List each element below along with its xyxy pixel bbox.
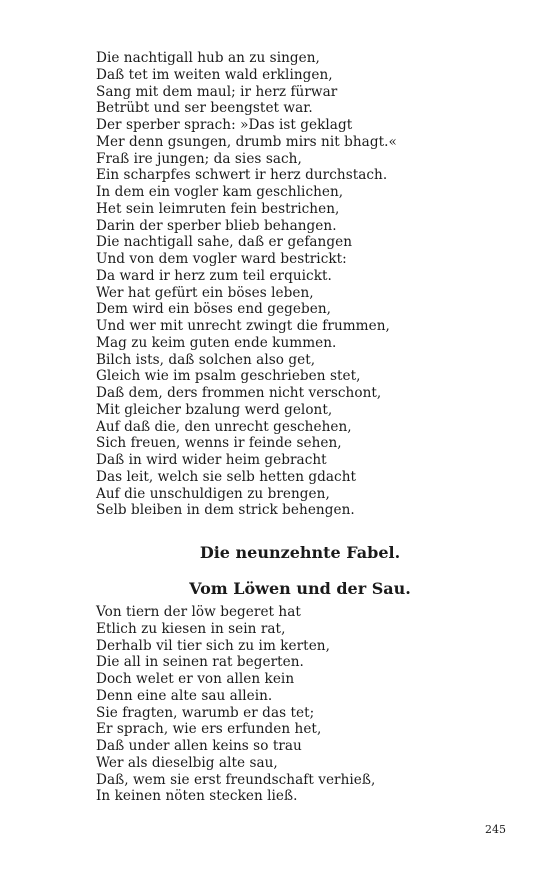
verse-line: Het sein leimruten fein bestrichen, xyxy=(96,200,340,217)
verse-line: Sie fragten, warumb er das tet; xyxy=(96,704,315,721)
verse-line: Die all in seinen rat begerten. xyxy=(96,654,304,671)
verse-line: Mit gleicher bzalung werd gelont, xyxy=(96,401,333,418)
verse-line: In keinen nöten stecken ließ. xyxy=(96,788,298,805)
verse-line: Der sperber sprach: »Das ist geklagt xyxy=(96,117,353,133)
poem-part-one xyxy=(96,50,516,519)
verse-line: Daß under allen keins so trau xyxy=(96,738,302,754)
verse-line: Doch welet er von allen kein xyxy=(96,671,295,687)
verse-line: Und von dem vogler ward bestrickt: xyxy=(96,251,347,267)
verse-line: Mer denn gsungen, drumb mirs nit bhagt.« xyxy=(96,133,397,150)
verse-line: Da ward ir herz zum teil erquickt. xyxy=(96,267,332,284)
fable-title: Die neunzehnte Fabel. xyxy=(199,543,401,562)
verse-line: Ein scharpfes schwert ir herz durchstach. xyxy=(96,167,388,184)
verse-line: Etlich zu kiesen in sein rat, xyxy=(96,620,286,637)
verse-line: Und wer mit unrecht zwingt die frummen, xyxy=(96,318,390,334)
verse-line: Sang mit dem maul; ir herz fürwar xyxy=(96,83,338,100)
verse-line: Das leit, welch sie selb hetten gdacht xyxy=(96,468,357,485)
verse-line: Fraß ire jungen; da sies sach, xyxy=(96,150,302,167)
poem-part-two xyxy=(96,604,516,805)
fable-subtitle: Vom Löwen und der Sau. xyxy=(189,579,411,598)
verse-line: Selb bleiben in dem strick behengen. xyxy=(96,502,355,519)
verse-line: Gleich wie im psalm geschrieben stet, xyxy=(96,368,361,385)
verse-line: Daß in wird wider heim gebracht xyxy=(96,452,327,468)
verse-line: Daß dem, ders frommen nicht verschont, xyxy=(96,385,382,401)
verse-line: Betrübt und ser beengstet war. xyxy=(96,100,313,117)
verse-line: Dem wird ein böses end gegeben, xyxy=(96,301,332,318)
page-number: 245 xyxy=(485,823,506,836)
verse-line: Daß, wem sie erst freundschaft verhieß, xyxy=(96,771,376,788)
verse-line: Derhalb vil tier sich zu im kerten, xyxy=(96,637,330,654)
verse-line: Die nachtigall hub an zu singen, xyxy=(96,50,320,66)
verse-line: Sich freuen, wenns ir feinde sehen, xyxy=(96,435,342,452)
verse-line: Wer hat gefürt ein böses leben, xyxy=(96,284,314,301)
verse-line: Auf die unschuldigen zu brengen, xyxy=(96,485,330,502)
verse-line: Darin der sperber blieb behangen. xyxy=(96,217,337,234)
verse-line: Bilch ists, daß solchen also get, xyxy=(96,351,316,368)
verse-line: Mag zu keim guten ende kummen. xyxy=(96,334,337,351)
verse-line: Die nachtigall sahe, daß er gefangen xyxy=(96,234,353,251)
verse-line: Von tiern der löw begeret hat xyxy=(96,604,301,620)
verse-line: Wer als dieselbig alte sau, xyxy=(96,754,278,771)
verse-line: Er sprach, wie ers erfunden het, xyxy=(96,721,322,738)
verse-line: Denn eine alte sau allein. xyxy=(96,687,273,704)
verse-line: Daß tet im weiten wald erklingen, xyxy=(96,66,333,83)
verse-line: In dem ein vogler kam geschlichen, xyxy=(96,184,344,200)
verse-line: Auf daß die, den unrecht geschehen, xyxy=(96,418,352,435)
